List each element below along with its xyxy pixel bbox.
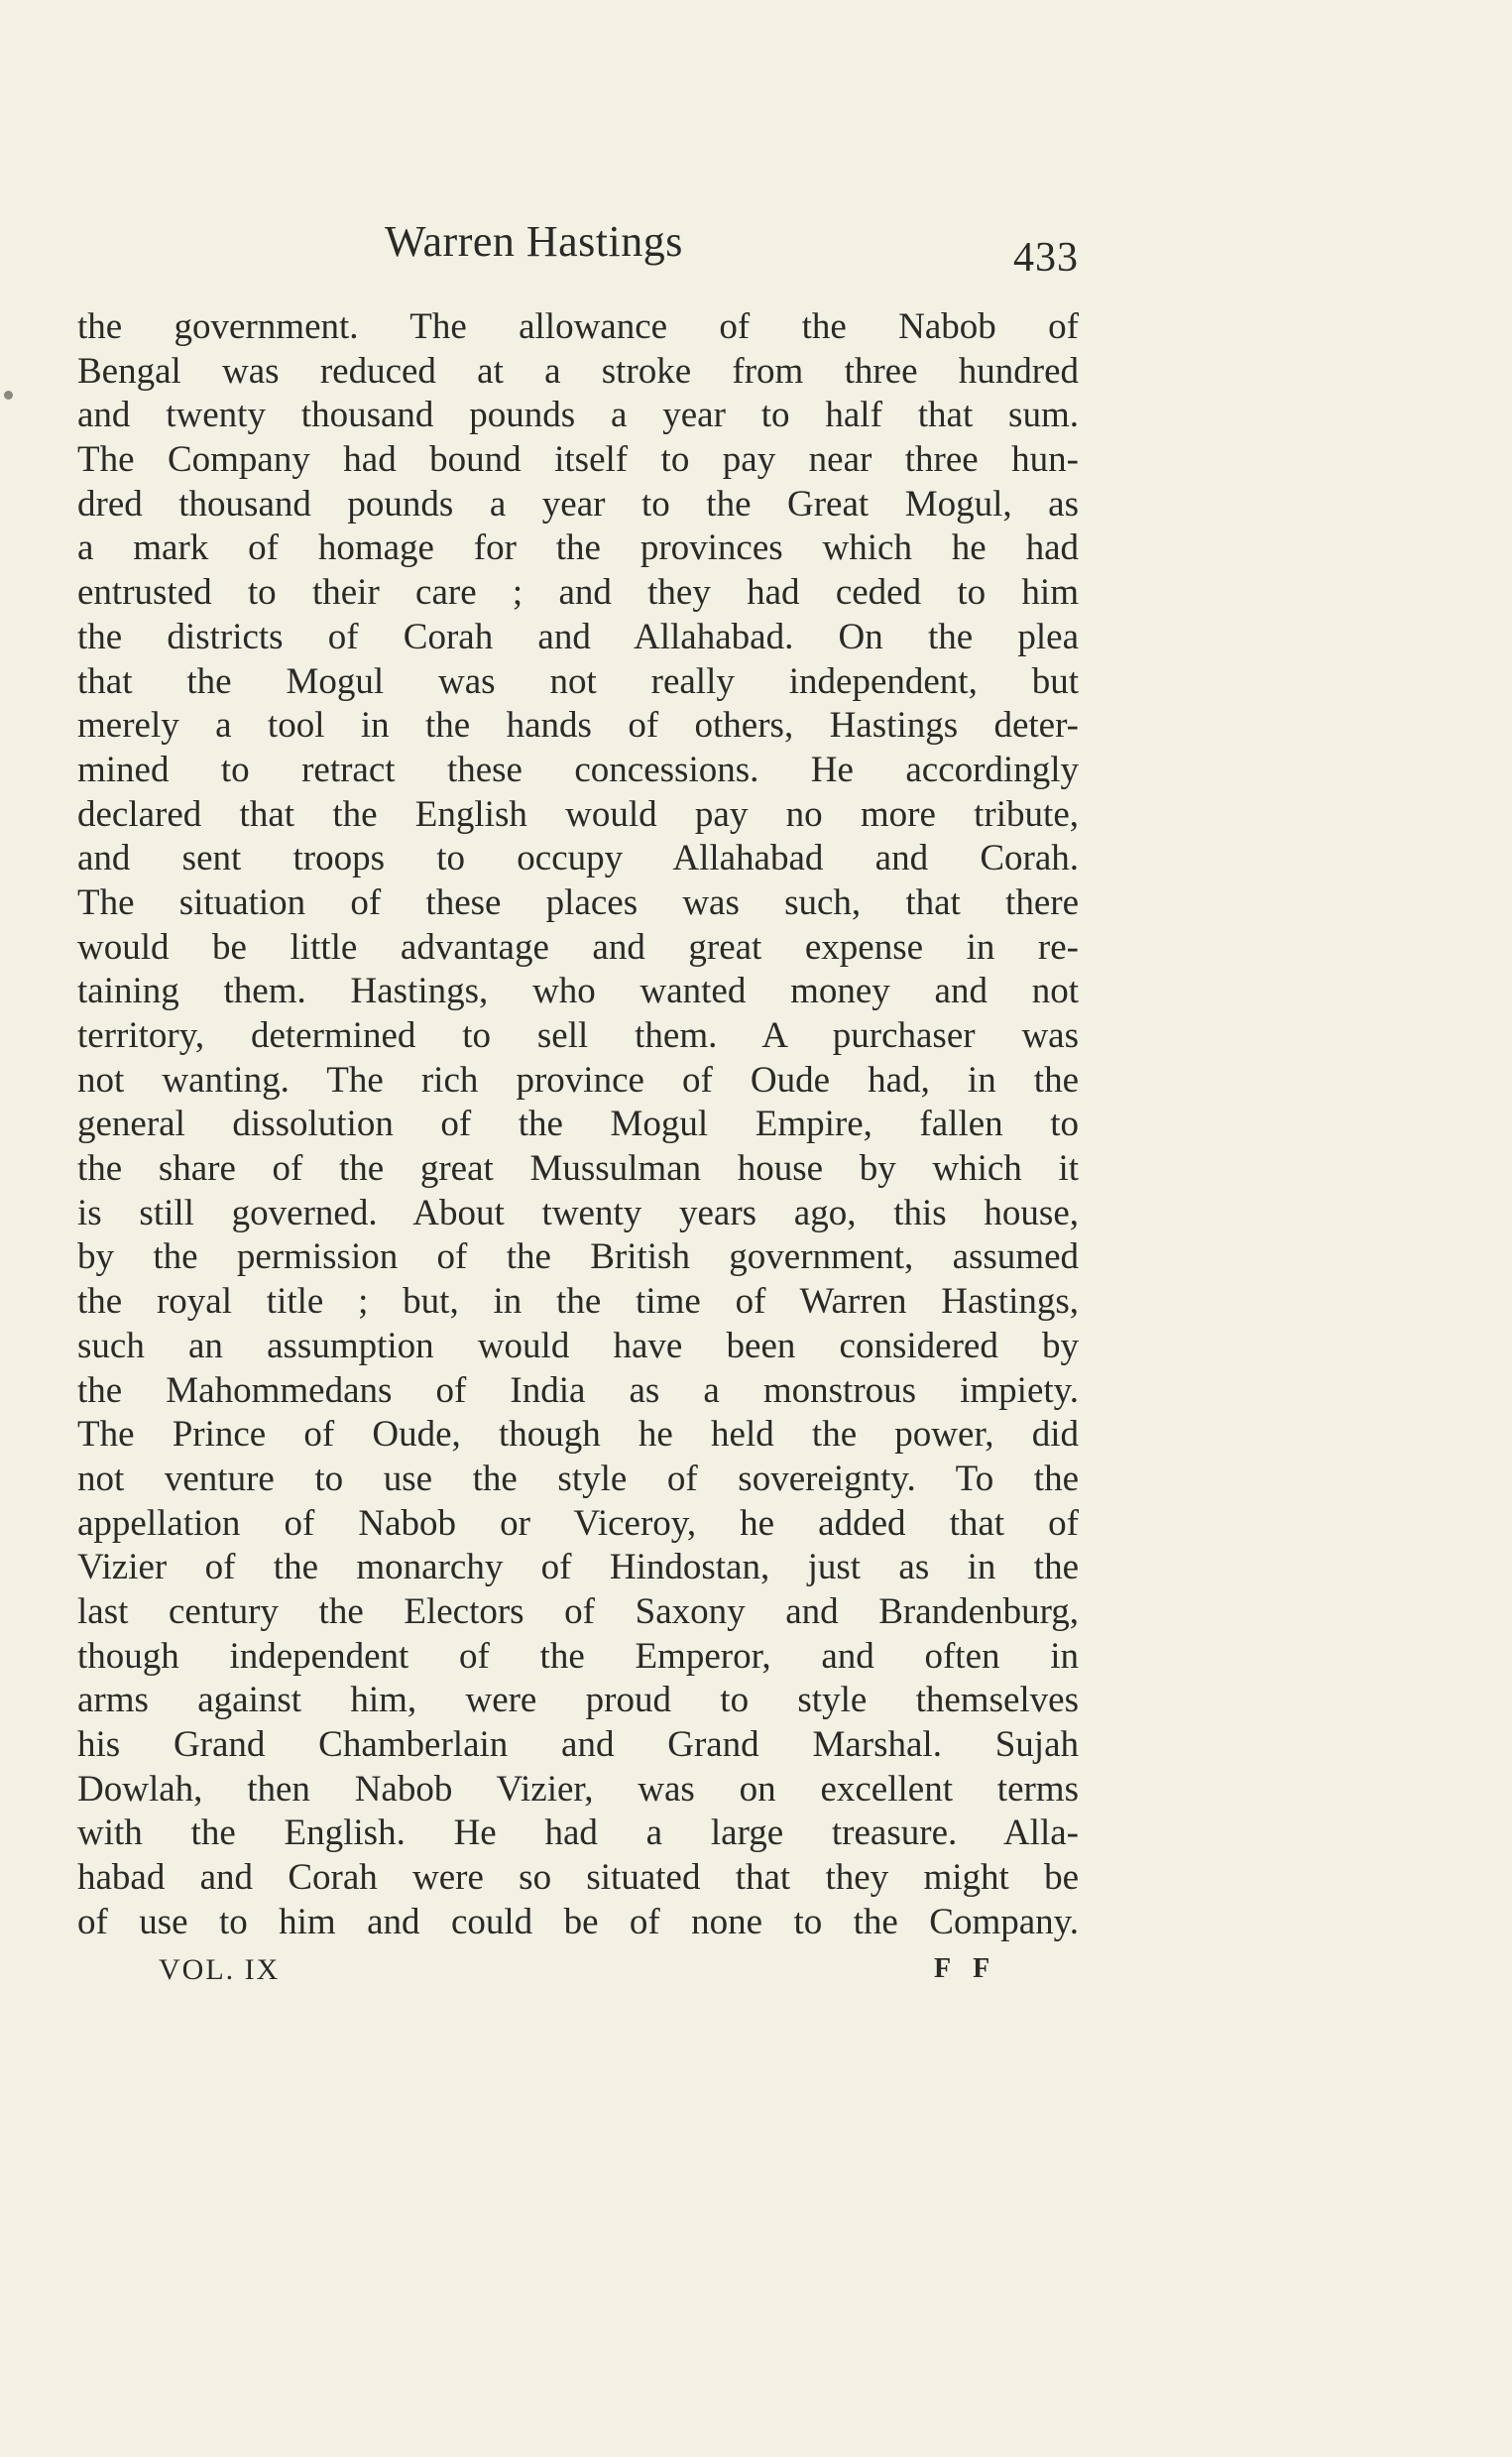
text-line: habad and Corah were so situated that they might be	[77, 1857, 1079, 1899]
text-line: Bengal was reduced at a stroke from three hundred	[77, 350, 1079, 392]
text-line: not wanting. The rich province of Oude had, in the	[77, 1059, 1079, 1101]
text-line: declared that the English would pay no more tribute,	[77, 793, 1079, 835]
text-line: the royal title ; but, in the time of Warren Hastings,	[77, 1281, 1079, 1323]
signature-mark: F F	[934, 1953, 998, 1984]
volume-marker: VOL. IX	[159, 1953, 281, 1986]
text-line: would be little advantage and great expense in re-	[77, 926, 1079, 968]
text-line: and twenty thousand pounds a year to half that sum.	[77, 395, 1079, 436]
running-title: Warren Hastings	[385, 217, 683, 266]
text-line: dred thousand pounds a year to the Great Mogul, as	[77, 483, 1079, 525]
text-line: The Company had bound itself to pay near three hun-	[77, 439, 1079, 481]
text-line: general dissolution of the Mogul Empire, fallen to	[77, 1104, 1079, 1145]
text-line: of use to him and could be of none to the Company.	[77, 1901, 1079, 1942]
body-text	[77, 305, 1079, 1944]
text-line: a mark of homage for the provinces which he had	[77, 527, 1079, 569]
text-line: The situation of these places was such, that there	[77, 881, 1079, 923]
text-line: his Grand Chamberlain and Grand Marshal. Sujah	[77, 1724, 1079, 1765]
text-line: territory, determined to sell them. A purchaser was	[77, 1015, 1079, 1056]
text-line: last century the Electors of Saxony and Brandenburg,	[77, 1590, 1079, 1632]
text-line: Vizier of the monarchy of Hindostan, just as in the	[77, 1547, 1079, 1588]
text-line: not venture to use the style of sovereignty. To the	[77, 1458, 1079, 1499]
text-line: the government. The allowance of the Nabob of	[77, 306, 1079, 347]
ink-speck	[4, 391, 13, 400]
text-line: the share of the great Mussulman house by which it	[77, 1148, 1079, 1190]
page-header	[77, 216, 1079, 286]
text-line: The Prince of Oude, though he held the power, did	[77, 1414, 1079, 1456]
text-line: the districts of Corah and Allahabad. On the plea	[77, 616, 1079, 657]
text-line: is still governed. About twenty years ago, this house,	[77, 1192, 1079, 1233]
text-line: that the Mogul was not really independent, but	[77, 660, 1079, 702]
text-line: taining them. Hastings, who wanted money and not	[77, 971, 1079, 1012]
text-line: by the permission of the British government, assumed	[77, 1236, 1079, 1278]
text-line: mined to retract these concessions. He accordingly	[77, 749, 1079, 790]
text-line: appellation of Nabob or Viceroy, he added that of	[77, 1502, 1079, 1544]
text-line: arms against him, were proud to style themselves	[77, 1680, 1079, 1721]
page-footer	[77, 1953, 1079, 1993]
text-line: such an assumption would have been considered by	[77, 1325, 1079, 1366]
text-line: merely a tool in the hands of others, Hastings deter-	[77, 705, 1079, 747]
text-line: and sent troops to occupy Allahabad and Corah.	[77, 838, 1079, 879]
text-line: with the English. He had a large treasure. Alla-	[77, 1813, 1079, 1854]
text-line: Dowlah, then Nabob Vizier, was on excellent terms	[77, 1768, 1079, 1810]
text-line: the Mahommedans of India as a monstrous impiety.	[77, 1369, 1079, 1411]
text-line: though independent of the Emperor, and often in	[77, 1635, 1079, 1677]
page-number: 433	[1013, 235, 1079, 281]
text-line: entrusted to their care ; and they had ceded to him	[77, 572, 1079, 614]
